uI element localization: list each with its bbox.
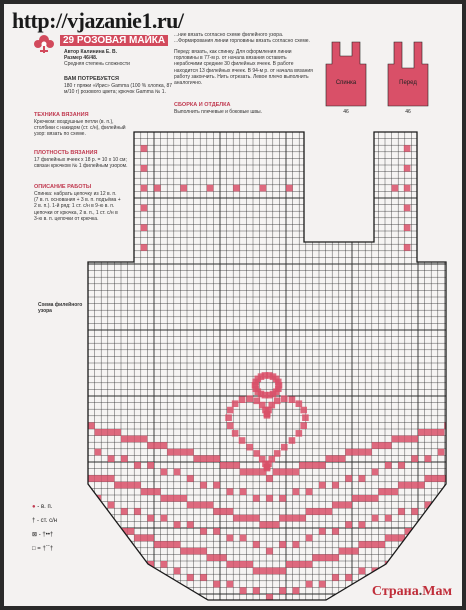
watermark-dot: .: [418, 584, 423, 599]
chart-label: Схема филейного узора: [38, 302, 83, 314]
size-text: Размер 46/48.: [64, 55, 98, 62]
technique-text: Крючком: воздушные петли (в. п.), столбики с накидом (ст. с/н), филейный узор: вязать по схеме.: [34, 119, 126, 138]
legend-dc: † - ст. с/н: [32, 518, 58, 524]
legend-chain: ● - в. п.: [32, 504, 53, 510]
assembly-text: Выполнить плечевые и боковые швы.: [174, 109, 263, 115]
legend-empty: □ = †ˉˉ†: [32, 546, 54, 552]
right-paragraph-2: Перед: вязать, как спинку. Для оформления линии горловины в 77-м р. от начала вязания оставить нерабочими средние 30 филейных ячеек. В работе находится 13 филейных ячеек. В 94-м р. от начала вязания работу закончить. Нить отрезать. Левое плечо выполнить аналогично.: [174, 49, 313, 87]
front-label: Перед: [399, 80, 417, 86]
assembly-heading: СБОРКА И ОТДЕЛКА: [174, 102, 231, 108]
dc-symbol-icon: †: [32, 518, 36, 524]
description-text: Спинка: набрать цепочку из 12 в. п. (7 в. п. основания + 3 в. п. подъёма + 2 в. п.). 1-й ряд: 1 ст. с/н в 9-ю в. п. цепочки от крючка, 2 в. п., 1 ст. с/н в 3-ю в. п. цепочки от крючка.: [34, 191, 121, 222]
watermark: [372, 584, 452, 600]
back-width: 46: [343, 109, 349, 114]
density-text: 17 филейных ячеек x 18 р. = 10 x 10 см; связан крючком № 1 филейным узором.: [34, 157, 128, 170]
density-heading: ПЛОТНОСТЬ ВЯЗАНИЯ: [34, 150, 98, 156]
watermark-b: Мам: [422, 584, 452, 599]
materials-heading: ВАМ ПОТРЕБУЕТСЯ: [64, 76, 119, 82]
back-label: Спинка: [335, 80, 357, 86]
chain-symbol-icon: ●: [32, 504, 36, 510]
right-paragraph-1: ...ние вязать согласно схеме филейного узора. ...Формирования линии горловины вязать согласно схеме.: [174, 32, 310, 45]
difficulty-text: Средняя степень сложности: [64, 61, 130, 68]
magazine-page: [4, 4, 462, 606]
site-url[interactable]: http://vjazanie1.ru/: [12, 8, 184, 33]
legend: [32, 500, 57, 556]
description-heading: ОПИСАНИЕ РАБОТЫ: [34, 184, 92, 190]
filled-cell-icon: ⊠: [32, 532, 38, 538]
empty-cell-icon: □: [32, 546, 36, 552]
stitch-group-icon: †••†: [42, 532, 54, 538]
materials-text: 180 г пряжи «Ирис» Gamma (100 % хлопка, 87 м/10 г) розового цвета; крючок Gamma № 1.: [64, 83, 173, 96]
stitch-pair-icon: †ˉˉ†: [42, 546, 54, 552]
legend-cell: ⊠ - †••†: [32, 532, 54, 538]
filet-crochet-chart: [4, 4, 462, 606]
article-badge: 29 РОЗОВАЯ МАЙКА: [60, 35, 168, 46]
watermark-a: Страна: [371, 584, 419, 599]
technique-heading: ТЕХНИКА ВЯЗАНИЯ: [34, 112, 89, 118]
author-text: Автор Калинина Е. В.: [64, 49, 118, 55]
front-width: 46: [405, 109, 411, 114]
